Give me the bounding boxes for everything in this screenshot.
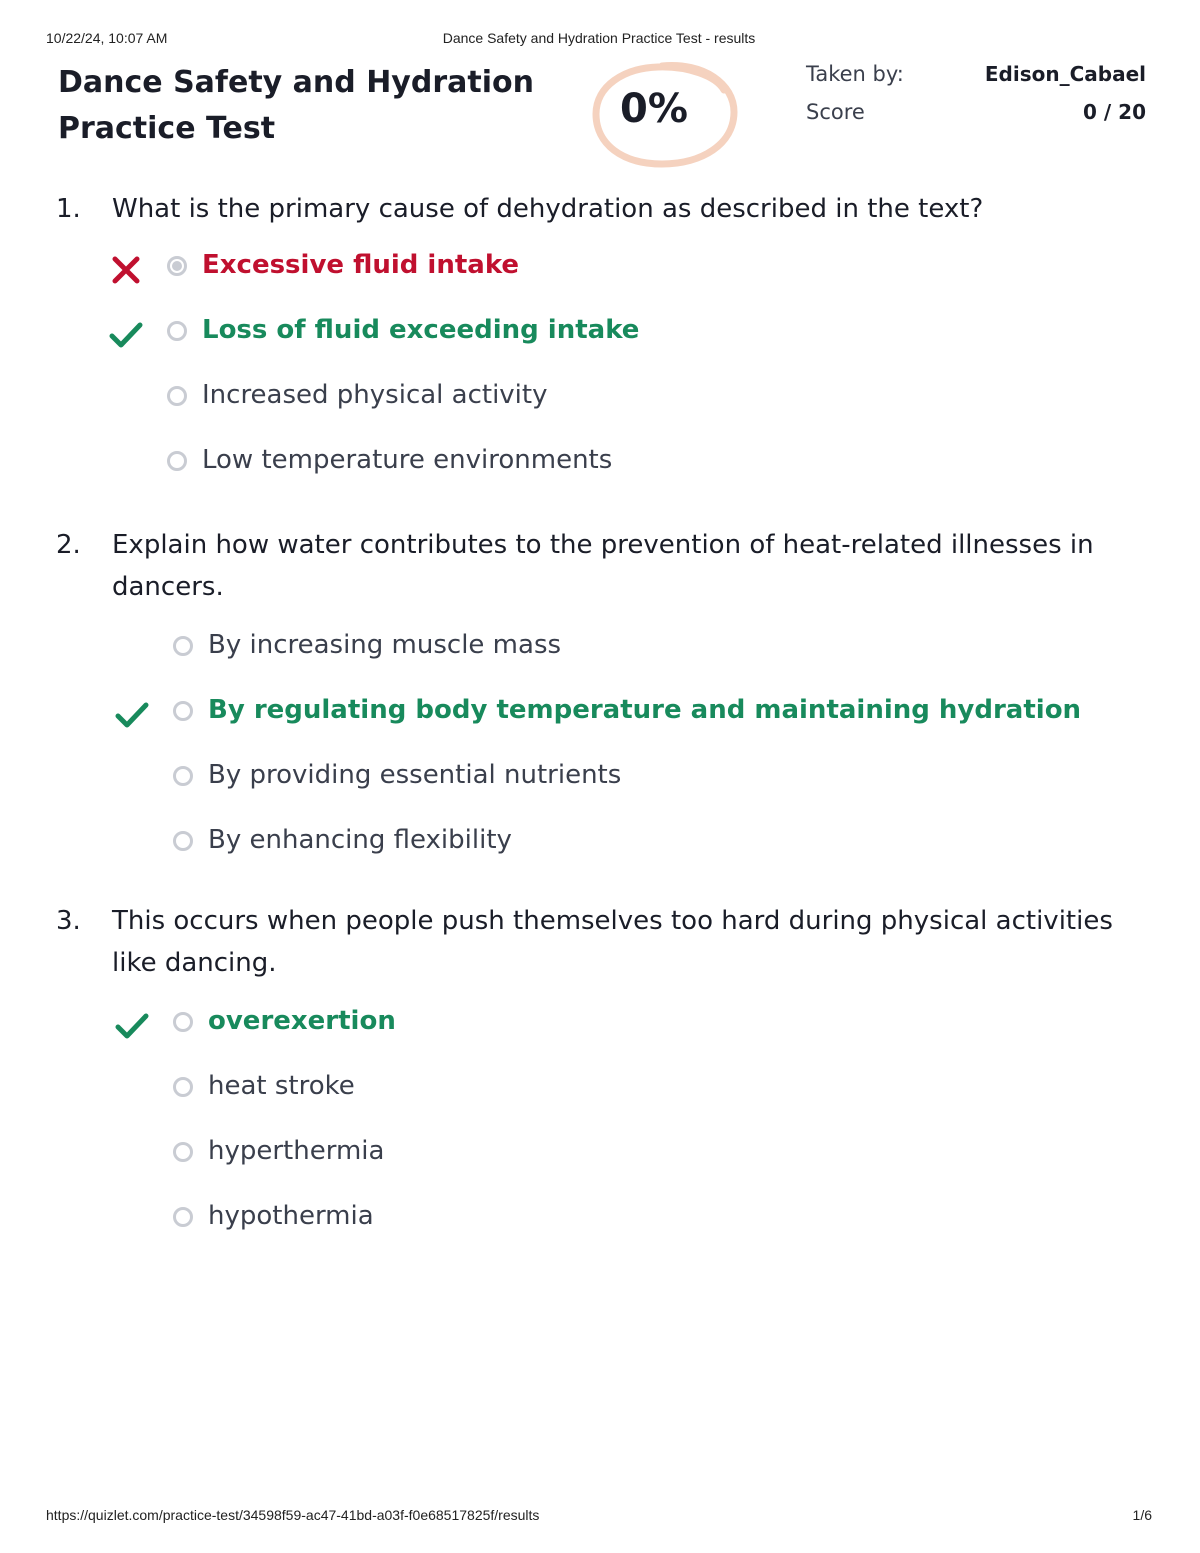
answer-text: overexertion: [208, 1006, 396, 1036]
radio-button[interactable]: [173, 701, 193, 721]
radio-button[interactable]: [167, 256, 187, 276]
test-title-line2: Practice Test: [58, 111, 276, 146]
print-datetime: 10/22/24, 10:07 AM: [46, 30, 168, 46]
answer-text: Loss of fluid exceeding intake: [202, 315, 640, 345]
question-number: 1.: [56, 194, 81, 224]
question-number: 2.: [56, 530, 81, 560]
question-3: [56, 900, 1146, 1258]
score-label: Score: [806, 100, 865, 124]
radio-button[interactable]: [173, 1207, 193, 1227]
answer-option[interactable]: [56, 372, 1146, 437]
score-row: [806, 100, 1146, 130]
print-page-title: Dance Safety and Hydration Practice Test - results: [442, 30, 756, 46]
answer-options: [62, 622, 1146, 882]
radio-button[interactable]: [173, 831, 193, 851]
answer-text: heat stroke: [208, 1071, 355, 1101]
answer-option[interactable]: [62, 1063, 1146, 1128]
radio-button[interactable]: [167, 451, 187, 471]
radio-button[interactable]: [173, 636, 193, 656]
score-circle: [592, 58, 740, 170]
question-text: What is the primary cause of dehydration as described in the text?: [112, 194, 984, 224]
print-footer: [46, 1507, 1152, 1525]
radio-button[interactable]: [173, 1142, 193, 1162]
check-icon: [114, 697, 150, 733]
radio-button[interactable]: [173, 1012, 193, 1032]
radio-button[interactable]: [167, 386, 187, 406]
answer-option[interactable]: [56, 437, 1146, 502]
test-title-line1: Dance Safety and Hydration: [58, 65, 534, 100]
radio-button[interactable]: [173, 1077, 193, 1097]
taken-by-label: Taken by:: [806, 62, 904, 86]
answer-option[interactable]: [62, 687, 1146, 752]
radio-button[interactable]: [173, 766, 193, 786]
taken-by-value: Edison_Cabael: [984, 62, 1146, 86]
print-url: https://quizlet.com/practice-test/34598f59-ac47-41bd-a03f-f0e68517825f/results: [46, 1507, 540, 1523]
answer-options: [62, 998, 1146, 1258]
answer-option[interactable]: [62, 1128, 1146, 1193]
check-icon: [108, 317, 144, 353]
answer-option[interactable]: [62, 1193, 1146, 1258]
taken-by-row: [806, 62, 1146, 92]
answer-text: hyperthermia: [208, 1136, 385, 1166]
question-number: 3.: [56, 906, 81, 936]
answer-options: [56, 242, 1146, 502]
answer-option[interactable]: [62, 622, 1146, 687]
x-icon: [108, 252, 144, 288]
score-percent: 0%: [620, 86, 688, 132]
question-1: [56, 188, 1146, 502]
answer-text: By regulating body temperature and maintaining hydration: [208, 695, 1082, 725]
answer-option[interactable]: [62, 752, 1146, 817]
question-2: [56, 524, 1146, 882]
score-value: 0 / 20: [1083, 100, 1146, 124]
answer-option[interactable]: [62, 817, 1146, 882]
check-icon: [114, 1008, 150, 1044]
print-header: [46, 30, 1152, 48]
answer-text: By increasing muscle mass: [208, 630, 562, 660]
answer-option[interactable]: [56, 307, 1146, 372]
answer-text: Low temperature environments: [202, 445, 613, 475]
answer-text: hypothermia: [208, 1201, 374, 1231]
print-page-number: 1/6: [1132, 1507, 1152, 1523]
answer-text: Increased physical activity: [202, 380, 548, 410]
answer-text: By providing essential nutrients: [208, 760, 622, 790]
question-text: Explain how water contributes to the prevention of heat-related illnesses in dancers.: [112, 530, 1094, 602]
answer-text: By enhancing flexibility: [208, 825, 512, 855]
answer-text: Excessive fluid intake: [202, 250, 520, 280]
answer-option[interactable]: [56, 242, 1146, 307]
answer-option[interactable]: [62, 998, 1146, 1063]
test-title: [58, 60, 578, 152]
radio-button[interactable]: [167, 321, 187, 341]
question-text: This occurs when people push themselves too hard during physical activities like dancing.: [112, 906, 1113, 978]
